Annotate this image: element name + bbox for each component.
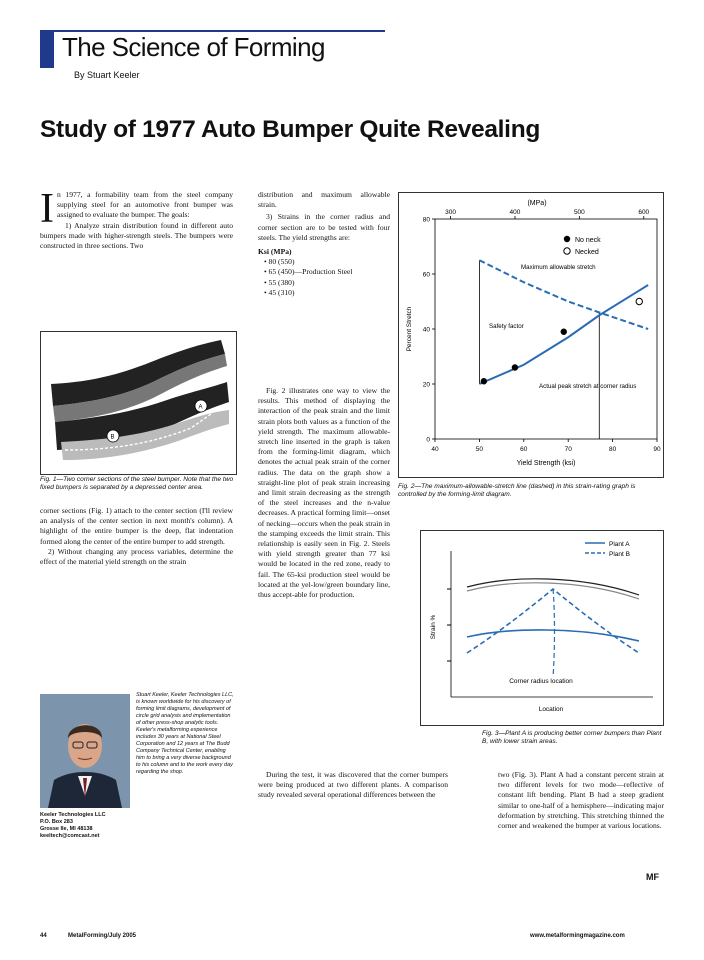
- plot-frame: [435, 219, 657, 439]
- paragraph: 3) Strains in the corner radius and corner section are to be tested with four steels. The yield strengths are:: [258, 212, 390, 242]
- x-tick-label: 40: [431, 446, 439, 453]
- no-neck-point: [481, 378, 487, 384]
- y-tick-label: 0: [426, 436, 430, 444]
- author-bio: Stuart Keeler, Keeler Technologies LLC, is known worldwide for his discovery of forming limit diagrams, development of circle grid analysis and implementation of other press-shop analytic tools. Keeler's metalforming experience includes 30 years at National Steel Corporation and 12 years at The Budd Company Technical Center, enabling him to bring a very diverse background to his column and to the work every day regarding the shop.: [136, 692, 234, 775]
- x-tick-label: 50: [475, 446, 484, 453]
- end-mark: MF: [646, 872, 659, 882]
- legend-plant-a: Plant A: [609, 541, 630, 548]
- author-email[interactable]: keeltech@comcast.net: [40, 833, 100, 839]
- annotation-peak: Actual peak stretch at corner radius: [539, 383, 637, 390]
- figure-3: [420, 530, 664, 726]
- author-pobox: P.O. Box 283: [40, 819, 73, 825]
- footer-magazine: MetalForming/July 2005: [68, 933, 137, 939]
- byline: By Stuart Keeler: [74, 70, 140, 80]
- ksi-item: • 80 (550): [264, 257, 295, 267]
- figure-1-caption: Fig. 1—Two corner sections of the steel bumper. Note that the two fixed bumpers is separated by a depressed center area.: [40, 476, 234, 492]
- column-3: [498, 770, 664, 831]
- section-title: The Science of Forming: [62, 32, 325, 62]
- ksi-item: • 55 (380): [264, 277, 295, 287]
- x-tick-label: 90: [653, 446, 661, 453]
- column-2-bottom: [258, 770, 448, 801]
- y-axis-label: Strain %: [430, 614, 437, 640]
- paragraph: During the test, it was discovered that the corner bumpers were being produced at two different plants. A comparison study revealed several operational differences between the: [258, 770, 448, 800]
- ksi-header: Ksi (MPa): [258, 247, 292, 257]
- x-tick-label: 60: [520, 446, 528, 453]
- column-2-top: [258, 190, 390, 298]
- x-tick-label: 80: [608, 446, 617, 453]
- legend-necked: Necked: [575, 249, 599, 256]
- x-tick-label: 70: [564, 446, 572, 453]
- footer-page-number: 44: [40, 933, 47, 939]
- annotation-safety: Safety factor: [489, 323, 524, 330]
- no-neck-point: [512, 364, 518, 370]
- author-bio-cont: [40, 812, 235, 840]
- drop-cap: I: [40, 186, 54, 232]
- fig1-label-a: A: [198, 404, 203, 411]
- paragraph: 1) Analyze strain distribution found in different auto bumpers made with higher-strength steels. The bumpers were constructed in three sections. Two: [40, 220, 233, 251]
- paragraph: two (Fig. 3). Plant A had a constant percent strain at two different levels for two mode—reflective of constant lift bending. Plant B had a steep gradient similar to one-half of a hemisphere—indicating major deformation by stretching. This stretching thinned the corner and weakened the bumper at various locations.: [498, 770, 664, 831]
- paragraph: 2) Without changing any process variables, determine the effect of the material yield strength on the strain: [40, 546, 233, 567]
- header-color-bar: [40, 30, 54, 68]
- plant-b-curve: [467, 589, 639, 653]
- legend-no-neck: No neck: [575, 237, 601, 244]
- top-tick-label: 600: [638, 209, 650, 216]
- paragraph: n 1977, a formability team from the steel company supplying steel for an automotive front bumper was assigned to evaluate the bumper. The goals:: [57, 190, 233, 220]
- footer-website[interactable]: www.metalformingmagazine.com: [530, 933, 625, 939]
- annotation-max-text: Maximum allowable stretch: [521, 264, 596, 271]
- column-2-main: [258, 386, 390, 766]
- y-tick-label: 80: [422, 216, 430, 224]
- figure-2-caption: Fig. 2—The maximum-allowable-stretch line (dashed) in this strain-rating graph is controlled by the forming-limit diagram.: [398, 483, 636, 499]
- column-1-bottom: [40, 506, 233, 567]
- ksi-item: • 65 (450)—Production Steel: [264, 267, 353, 277]
- no-neck-point: [561, 329, 567, 335]
- x-axis-label: Location: [538, 706, 564, 713]
- y-tick-label: 40: [422, 326, 430, 334]
- fig1-label-b: B: [110, 434, 115, 441]
- figure-3-caption: Fig. 3—Plant A is producing better corner bumpers than Plant B, with lower strain areas.: [482, 730, 662, 746]
- author-portrait: [40, 694, 130, 808]
- y-tick-label: 20: [422, 381, 430, 389]
- plant-strain-chart: [421, 531, 663, 725]
- legend-plant-b: Plant B: [609, 551, 630, 558]
- author-box: [40, 688, 235, 868]
- annotation-max: [521, 264, 596, 271]
- figure-2: [398, 192, 664, 478]
- x-axis-label: Yield Strength (ksi): [516, 460, 576, 467]
- author-company: Keeler Technologies LLC: [40, 812, 106, 818]
- top-tick-label: 300: [445, 209, 457, 216]
- y-tick-label: 60: [422, 271, 430, 279]
- bumper-illustration: [41, 332, 236, 474]
- inner-label: Corner radius location: [509, 678, 573, 685]
- ksi-item: • 45 (310): [264, 287, 295, 297]
- article-title: Study of 1977 Auto Bumper Quite Revealing: [40, 116, 541, 143]
- author-city: Grosse Ile, MI 48138: [40, 826, 93, 832]
- top-tick-label: 500: [573, 209, 585, 216]
- author-photo: [40, 694, 130, 808]
- legend-no-neck-marker: [564, 236, 570, 242]
- legend-necked-marker: [564, 248, 570, 254]
- paragraph: Fig. 2 illustrates one way to view the results. This method of displaying the interaction of the peak strain and the limit strain plots both values as a function of the yield strength. The maximum allowable-stretch line inserted in the graph is taken from the forming-limit diagram, which denotes the actual peak strain of the corner radius. The data on the graph show a straight-line plot of peak strain increasing and limit strain decreasing as the strength of the steel increases and the n-value decreases. A practical forming limit—onset of necking—occurs when the peak strain in the stamping exceeds the limit strain. This relationship is easily seen in Fig. 2. Steels with yield strength greater than 77 ksi would be located in the red zone, ready to fail. The 65-ksi production steel would be located at the yel-low/green boundary line, thus accept-able for production.: [258, 386, 390, 600]
- top-tick-label: 400: [509, 209, 521, 216]
- y-axis-label: Percent Stretch: [406, 306, 413, 352]
- paragraph: corner sections (Fig. 1) attach to the center section (I'll review an analysis of the center section in next month's column). A highlight of the entire bumper is the deep, flat indentation formed along the center of the entire bumper to add strength.: [40, 506, 233, 546]
- paragraph: distribution and maximum allowable strain.: [258, 190, 390, 210]
- strain-rating-chart: [399, 193, 663, 477]
- column-1-top: [40, 186, 233, 251]
- necked-point: [636, 298, 642, 304]
- plant-a-curve: [467, 630, 639, 641]
- figure-1: [40, 331, 237, 475]
- top-axis-label: (MPa): [527, 200, 547, 207]
